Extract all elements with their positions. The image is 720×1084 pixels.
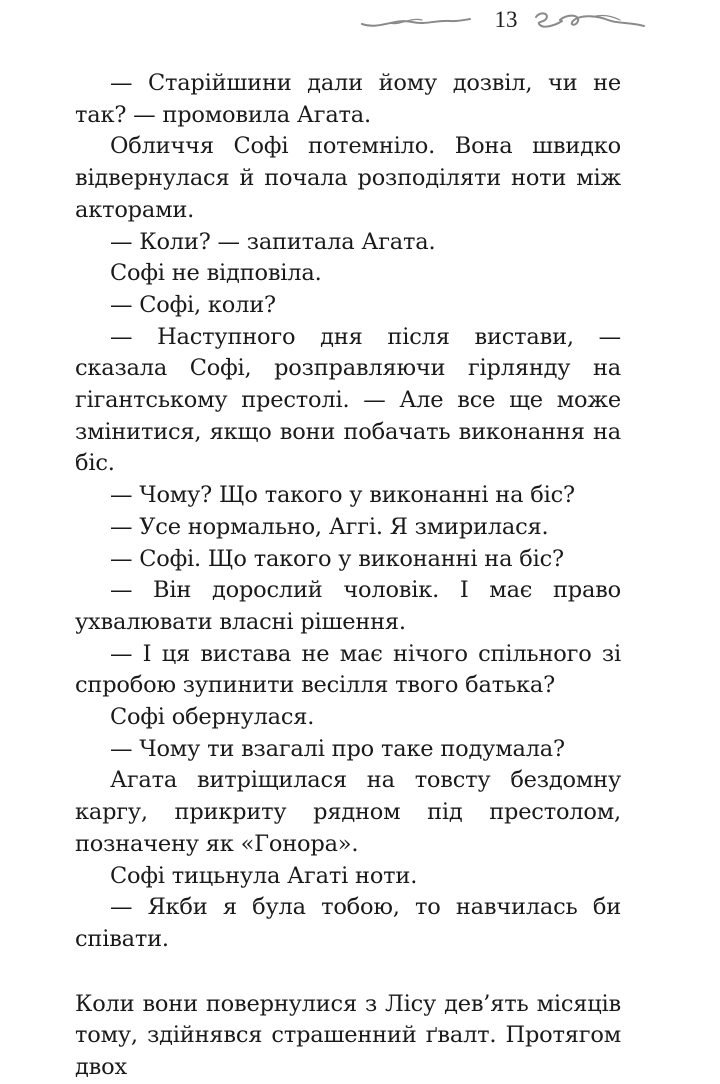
paragraph: Агата витріщилася на товсту бездомну каргу, прикриту рядном під престолом, позначену як «Гонора». <box>75 767 621 857</box>
paragraph: — Наступного дня після вистави, — сказала Софі, розправляючи гірлянду на гігантському престолі. — Але все ще може змінитися, якщо вони побачать виконання на біс. <box>75 323 621 477</box>
body-text <box>75 68 621 1084</box>
paragraph: Софі обернулася. <box>110 704 315 731</box>
page-number: 13 <box>494 7 518 32</box>
paragraph: — Софі, коли? <box>110 291 276 318</box>
section-paragraph: Коли вони повернулися з Лісу дев’ять місяців тому, здійнявся страшенний ґвалт. Протягом двох <box>75 990 621 1081</box>
paragraph: — Він дорослий чоловік. І має право ухвалювати власні рішення. <box>75 577 621 635</box>
paragraph: — Софі. Що такого у виконанні на біс? <box>110 545 564 572</box>
page-header <box>0 0 720 50</box>
paragraph: — Чому? Що такого у виконанні на біс? <box>110 482 575 509</box>
paragraph: — Старійшини дали йому дозвіл, чи не так? — промовила Агата. <box>75 70 621 128</box>
paragraph: — Усе нормально, Аггі. Я змирилася. <box>110 513 549 540</box>
paragraph: — Коли? — запитала Агата. <box>110 228 436 255</box>
paragraph: Обличчя Софі потемніло. Вона швидко відвернулася й почала розподіляти ноти між акторами. <box>75 133 621 223</box>
paragraph: — Якби я була тобою, то навчилась би співати. <box>75 894 621 952</box>
paragraph: Софі тицьнула Агаті ноти. <box>110 862 418 889</box>
paragraph: Софі не відповіла. <box>110 260 322 287</box>
paragraph: — Чому ти взагалі про таке подумала? <box>110 735 565 762</box>
flourish-right-icon <box>532 8 648 32</box>
flourish-left-icon <box>360 8 472 32</box>
paragraph: — І ця вистава не має нічого спільного зі спробою зупинити весілля твого батька? <box>75 640 621 699</box>
